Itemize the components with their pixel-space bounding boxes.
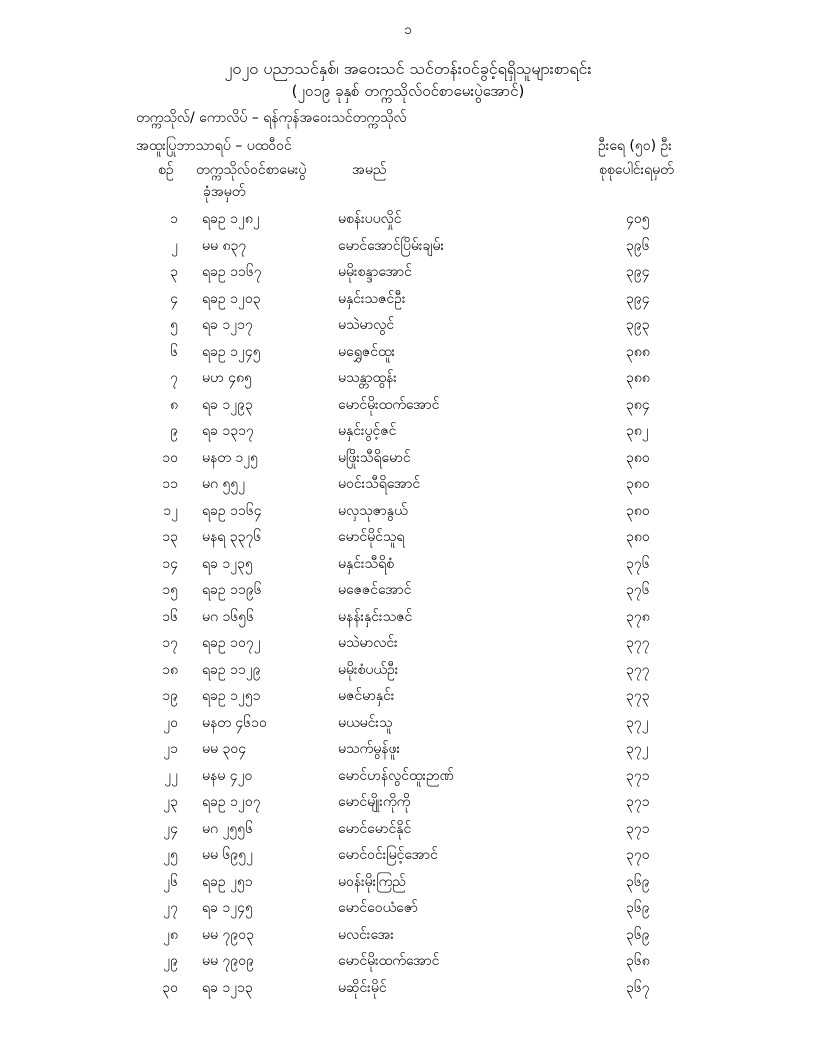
row-roll-number: ရခဥ ၁၁၆၇ bbox=[202, 264, 262, 280]
row-student-name: မဝန်းမိုးကြည် bbox=[338, 873, 406, 890]
table-row bbox=[0, 925, 816, 952]
table-row bbox=[0, 342, 816, 369]
row-student-name: မစန်းပပလှိုင် bbox=[338, 211, 402, 227]
page-number: ၁ bbox=[404, 22, 412, 38]
row-roll-number: ရခဥ ၁၂၀၇ bbox=[202, 794, 261, 810]
document-title: ၂၀၂၀ ပညာသင်နှစ်၊ အဝေးသင် သင်တန်းဝင်ခွင့်ရရှိသူများစာရင်း bbox=[224, 59, 592, 78]
row-roll-number: မမ ၃၀၄ bbox=[202, 741, 247, 757]
row-student-name: မလှသုဇာနွယ် bbox=[338, 502, 408, 519]
row-total-marks: ၃၇၆ bbox=[626, 555, 650, 572]
header-name: အမည် bbox=[352, 162, 387, 178]
row-roll-number: မဂ ၁၆၅၆ bbox=[202, 608, 254, 625]
row-serial-number: ၂၈ bbox=[163, 926, 178, 943]
row-total-marks: ၃၈၈ bbox=[626, 370, 650, 386]
table-row bbox=[0, 739, 816, 766]
row-total-marks: ၃၈၂ bbox=[626, 423, 649, 439]
header-total-marks: စုစုပေါင်းရမှတ် bbox=[599, 162, 674, 178]
student-list bbox=[0, 209, 816, 1004]
row-student-name: မသဲမာလွင် bbox=[338, 317, 395, 333]
row-roll-number: ရခဥ ၁၂၈၂ bbox=[202, 211, 260, 227]
row-serial-number: ၉ bbox=[170, 423, 178, 439]
table-row bbox=[0, 845, 816, 872]
row-serial-number: ၆ bbox=[170, 343, 178, 360]
row-total-marks: ၃၇၇ bbox=[626, 661, 650, 678]
row-total-marks: ၃၈၀ bbox=[626, 502, 650, 519]
row-serial-number: ၂၃ bbox=[163, 794, 178, 810]
quota-line: ဦးရေ (၅၀) ဦး bbox=[598, 138, 672, 154]
row-serial-number: ၇ bbox=[170, 370, 178, 386]
row-student-name: မောင်မိုင်သူရ bbox=[338, 529, 405, 545]
table-row bbox=[0, 395, 816, 422]
row-total-marks: ၃၈၀ bbox=[626, 476, 650, 492]
row-total-marks: ၃၇၁ bbox=[626, 794, 650, 810]
row-total-marks: ၃၇၇ bbox=[626, 635, 650, 651]
row-total-marks: ၃၉၄ bbox=[626, 264, 650, 280]
row-roll-number: ရခဥ ၁၁၂၉ bbox=[202, 661, 261, 678]
row-roll-number: မမ ၆၉၅၂ bbox=[202, 847, 253, 863]
row-student-name: မလင်းအေး bbox=[338, 926, 394, 943]
row-serial-number: ၁၇ bbox=[162, 635, 178, 651]
table-row bbox=[0, 580, 816, 607]
row-serial-number: ၂၂ bbox=[164, 767, 178, 784]
row-student-name: မောင်ဟန်လွင်ထူးဉာဏ် bbox=[338, 767, 454, 784]
table-row bbox=[0, 686, 816, 713]
row-serial-number: ၁၅ bbox=[162, 582, 178, 598]
row-roll-number: ရခဥ ၂၅၁ bbox=[202, 873, 253, 890]
row-total-marks: ၃၇၂ bbox=[626, 714, 649, 731]
row-roll-number: ရခ ၁၂၄၅ bbox=[202, 900, 253, 916]
row-student-name: မောင်ဝင်းမြင့်အောင် bbox=[338, 847, 438, 863]
row-total-marks: ၃၇၈ bbox=[626, 608, 650, 625]
row-roll-number: ရခ ၁၂၉၃ bbox=[202, 396, 253, 413]
row-student-name: မသက်မွန်ဖူး bbox=[338, 741, 401, 757]
table-row bbox=[0, 633, 816, 660]
row-serial-number: ၅ bbox=[170, 317, 178, 333]
row-student-name: မသန္တာထွန်း bbox=[338, 370, 397, 386]
row-serial-number: ၂၄ bbox=[163, 820, 178, 837]
row-roll-number: ရခ ၁၂၃၅ bbox=[202, 555, 253, 572]
row-student-name: မနန်းနှင်းသဇင် bbox=[338, 608, 413, 625]
row-student-name: မနှင်းသီရိစံ bbox=[338, 555, 394, 572]
row-total-marks: ၃၇၃ bbox=[626, 688, 650, 704]
row-serial-number: ၁၁ bbox=[162, 476, 178, 492]
table-row bbox=[0, 792, 816, 819]
row-student-name: မမိုးစန္ဒာအောင် bbox=[338, 264, 412, 280]
row-total-marks: ၃၇၂ bbox=[626, 741, 649, 757]
row-student-name: မောင်အောင်ပြိမ်းချမ်း bbox=[338, 237, 445, 254]
row-total-marks: ၃၆၈ bbox=[626, 953, 650, 969]
row-roll-number: ရခဥ ၁၂၅၁ bbox=[202, 688, 261, 704]
table-row bbox=[0, 607, 816, 634]
row-total-marks: ၃၉၄ bbox=[626, 290, 650, 307]
row-total-marks: ၃၆၉ bbox=[626, 926, 650, 943]
table-row bbox=[0, 289, 816, 316]
row-roll-number: မနမ ၄၂၀ bbox=[202, 767, 253, 784]
row-student-name: မောင်မောင်နိုင် bbox=[338, 820, 412, 837]
row-roll-number: ရခဥ ၁၁၆၄ bbox=[202, 502, 262, 519]
row-student-name: မနှင်းပွင့်ဇင် bbox=[338, 423, 397, 439]
row-student-name: မယမင်းသူ bbox=[338, 714, 393, 731]
university-line: တက္ကသိုလ်/ ကောလိပ် – ရန်ကုန်အဝေးသင်တက္ကသိုလ် bbox=[136, 110, 407, 126]
row-total-marks: ၃၇၁ bbox=[626, 820, 650, 837]
table-row bbox=[0, 315, 816, 342]
row-student-name: မောင်ဝေယံဇော် bbox=[338, 900, 418, 916]
header-roll-number: တက္ကသိုလ်ဝင်စာမေးပွဲ bbox=[196, 162, 307, 178]
row-roll-number: ရခဥ ၁၀၇၂ bbox=[202, 635, 261, 651]
header-serial-number: စဉ် bbox=[158, 162, 174, 178]
row-student-name: မဇင်မာနှင်း bbox=[338, 688, 395, 704]
row-serial-number: ၂၅ bbox=[163, 847, 178, 863]
row-serial-number: ၁၂ bbox=[163, 502, 178, 519]
row-serial-number: ၃၀ bbox=[162, 979, 178, 996]
row-student-name: မောင်မျိုးကိုကို bbox=[338, 794, 411, 810]
row-student-name: မမိုးစံပယ်ဦး bbox=[338, 661, 399, 678]
row-student-name: မောင်မိုးထက်အောင် bbox=[338, 953, 440, 969]
row-total-marks: ၃၇၁ bbox=[626, 767, 650, 784]
row-serial-number: ၁၉ bbox=[162, 688, 178, 704]
row-total-marks: ၃၆၉ bbox=[626, 900, 650, 916]
table-row bbox=[0, 421, 816, 448]
row-serial-number: ၂၆ bbox=[163, 873, 178, 890]
row-total-marks: ၃၇၀ bbox=[626, 847, 650, 863]
table-row bbox=[0, 448, 816, 475]
row-roll-number: ရခ ၁၂၁၃ bbox=[202, 979, 253, 996]
row-roll-number: ရခ ၁၃၁၇ bbox=[202, 423, 254, 439]
row-roll-number: မမ ၈၃၇ bbox=[202, 237, 247, 254]
row-student-name: မောင်မိုးထက်အောင် bbox=[338, 396, 440, 413]
table-row bbox=[0, 501, 816, 528]
subject-line: အထူးပြုဘာသာရပ် – ပထဝီဝင် bbox=[136, 138, 292, 154]
row-student-name: မဇေဇင်အောင် bbox=[338, 582, 412, 598]
row-serial-number: ၂၁ bbox=[163, 741, 178, 757]
table-row bbox=[0, 766, 816, 793]
row-total-marks: ၃၈၄ bbox=[626, 396, 650, 413]
row-total-marks: ၃၉၆ bbox=[626, 237, 650, 254]
table-row bbox=[0, 898, 816, 925]
row-serial-number: ၁၈ bbox=[162, 661, 178, 678]
row-roll-number: မနတ ၁၂၅ bbox=[202, 449, 258, 466]
row-serial-number: ၁ bbox=[170, 211, 178, 227]
row-roll-number: မဟ ၄၈၅ bbox=[202, 370, 252, 386]
row-student-name: မဝင်းသီရိအောင် bbox=[338, 476, 421, 492]
row-roll-number: ရခဥ ၁၂၀၃ bbox=[202, 290, 261, 307]
row-total-marks: ၃၈၀ bbox=[626, 449, 650, 466]
row-serial-number: ၁၆ bbox=[162, 608, 178, 625]
row-total-marks: ၃၈၈ bbox=[626, 343, 650, 360]
table-row bbox=[0, 819, 816, 846]
row-serial-number: ၄ bbox=[170, 290, 178, 307]
row-roll-number: မမ ၇၉၀၃ bbox=[202, 926, 254, 943]
row-total-marks: ၃၆၇ bbox=[626, 979, 650, 996]
row-serial-number: ၈ bbox=[170, 396, 178, 413]
table-row bbox=[0, 262, 816, 289]
table-row bbox=[0, 236, 816, 263]
row-total-marks: ၃၈၀ bbox=[626, 529, 650, 545]
row-total-marks: ၃၆၉ bbox=[626, 873, 650, 890]
table-row bbox=[0, 660, 816, 687]
header-roll-number-line2: ခုံအမှတ် bbox=[203, 184, 246, 200]
table-row bbox=[0, 368, 816, 395]
row-total-marks: ၃၇၆ bbox=[626, 582, 650, 598]
table-row bbox=[0, 951, 816, 978]
row-serial-number: ၂၇ bbox=[163, 900, 178, 916]
row-student-name: မနှင်းသဇင်ဦး bbox=[338, 290, 406, 307]
table-row bbox=[0, 554, 816, 581]
table-row bbox=[0, 209, 816, 236]
table-row bbox=[0, 713, 816, 740]
row-serial-number: ၁၀ bbox=[162, 449, 178, 466]
table-row bbox=[0, 474, 816, 501]
row-serial-number: ၂၉ bbox=[163, 953, 178, 969]
row-serial-number: ၂ bbox=[171, 237, 178, 254]
row-total-marks: ၄၀၅ bbox=[626, 211, 650, 227]
table-row bbox=[0, 978, 816, 1005]
row-roll-number: မနရ ၃၃၇၆ bbox=[202, 529, 262, 545]
table-row bbox=[0, 872, 816, 899]
row-student-name: မဆိုင်းမိုင် bbox=[338, 979, 387, 996]
row-roll-number: မနတ ၄၆၁၀ bbox=[202, 714, 267, 731]
row-roll-number: မဂ ၂၅၅၆ bbox=[202, 820, 253, 837]
row-roll-number: မမ ၇၉၀၉ bbox=[202, 953, 254, 969]
row-serial-number: ၃ bbox=[170, 264, 178, 280]
row-serial-number: ၁၄ bbox=[162, 555, 178, 572]
row-total-marks: ၃၉၃ bbox=[626, 317, 650, 333]
row-roll-number: ရခ ၁၂၁၇ bbox=[202, 317, 253, 333]
document-subtitle: (၂၀၁၉ ခုနှစ် တက္ကသိုလ်ဝင်စာမေးပွဲအောင်) bbox=[291, 82, 525, 100]
row-student-name: မသဲမာလင်း bbox=[338, 635, 398, 651]
row-roll-number: ရခဥ ၁၂၄၅ bbox=[202, 343, 261, 360]
row-roll-number: ရခဥ ၁၁၉၆ bbox=[202, 582, 262, 598]
row-roll-number: မဂ ၅၅၂ bbox=[202, 476, 246, 492]
row-student-name: မဖြိုးသီရိမောင် bbox=[338, 449, 411, 466]
row-serial-number: ၁၃ bbox=[162, 529, 178, 545]
row-student-name: မရွှေဇင်ထူး bbox=[338, 343, 396, 360]
row-serial-number: ၂၀ bbox=[163, 714, 178, 731]
table-row bbox=[0, 527, 816, 554]
